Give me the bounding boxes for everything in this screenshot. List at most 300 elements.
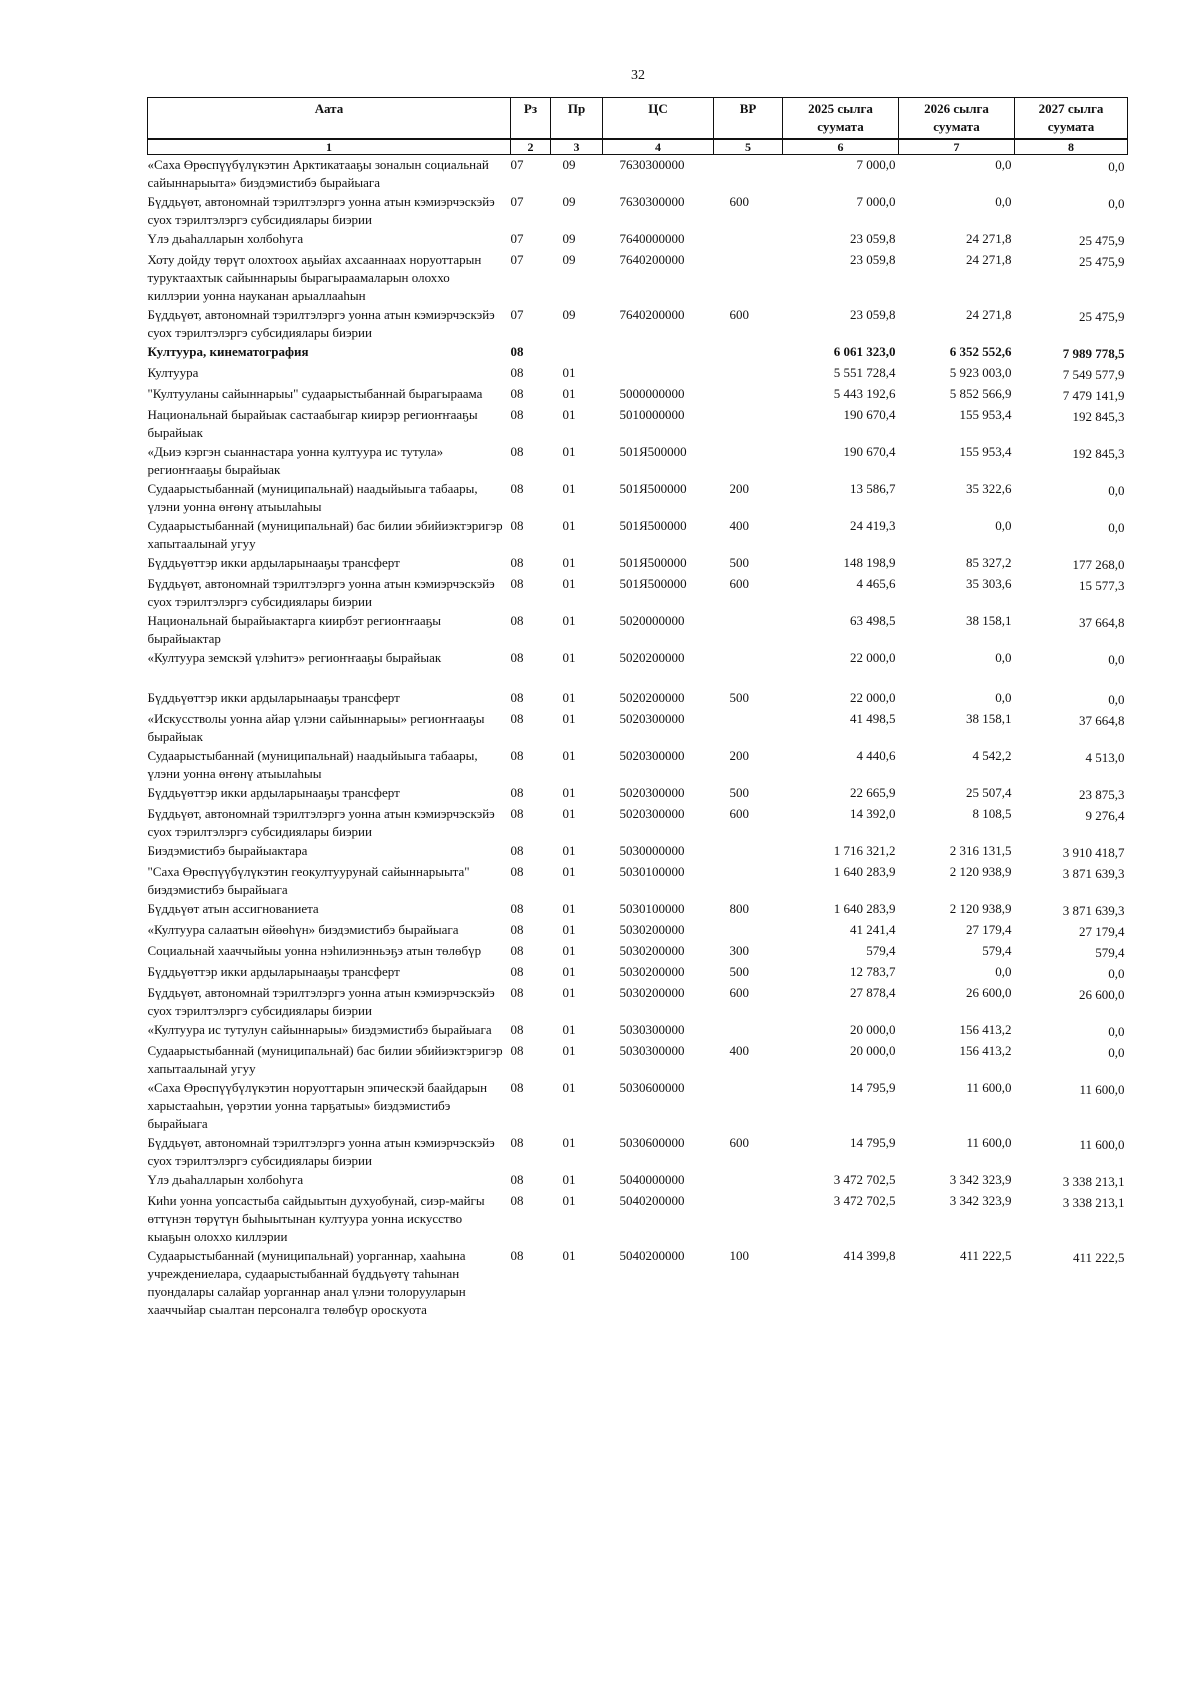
row-amount-2027: 11 600,0 xyxy=(1079,1137,1125,1152)
row-vr: 400 xyxy=(729,518,749,533)
table-row xyxy=(148,305,1128,342)
row-name: Киһи уонна уопсастыба сайдыытын духуобунай, сиэр-майгы өттүнэн төрүтүн быһыытынан култуура уонна искусство кыаҕын олоххо киллэрии xyxy=(147,1193,485,1244)
row-pr: 01 xyxy=(562,386,576,401)
column-header-2027: 2027 сылга суумата xyxy=(1015,98,1128,140)
row-amount-2026: 155 953,4 xyxy=(959,444,1012,459)
row-rz: 08 xyxy=(510,344,524,359)
table-row xyxy=(148,1133,1128,1170)
row-pr: 01 xyxy=(562,985,576,1000)
row-cs: 7630300000 xyxy=(619,157,685,172)
row-name: Үлэ дьаһалларын холбоһуга xyxy=(147,231,304,246)
row-amount-2025: 14 392,0 xyxy=(850,806,896,821)
row-amount-2026: 5 852 566,9 xyxy=(949,386,1012,401)
row-cs: 5040200000 xyxy=(619,1248,685,1263)
table-row xyxy=(148,648,1128,688)
column-number-row xyxy=(148,139,1128,155)
row-cs: 5040200000 xyxy=(619,1193,685,1208)
row-amount-2025: 22 000,0 xyxy=(850,690,896,705)
row-rz: 07 xyxy=(510,231,524,246)
row-amount-2025: 414 399,8 xyxy=(843,1248,896,1263)
row-amount-2025: 20 000,0 xyxy=(850,1022,896,1037)
row-amount-2026: 2 120 938,9 xyxy=(949,864,1012,879)
row-amount-2026: 3 342 323,9 xyxy=(949,1172,1012,1187)
row-vr: 600 xyxy=(729,576,749,591)
row-pr: 01 xyxy=(562,964,576,979)
table-row xyxy=(148,363,1128,384)
page-number: 32 xyxy=(631,68,645,83)
row-amount-2027: 0,0 xyxy=(1108,520,1125,535)
table-row xyxy=(148,709,1128,746)
row-cs: 7630300000 xyxy=(619,194,685,209)
row-amount-2025: 23 059,8 xyxy=(850,252,896,267)
row-vr: 300 xyxy=(729,943,749,958)
row-pr: 01 xyxy=(562,481,576,496)
row-cs: 5030200000 xyxy=(619,964,685,979)
row-name: Национальнай бырайыактарга киирбэт региоҥҥааҕы бырайыактар xyxy=(147,613,442,646)
row-cs: 5020200000 xyxy=(619,650,685,665)
row-pr: 01 xyxy=(562,785,576,800)
row-pr: 01 xyxy=(562,444,576,459)
row-rz: 08 xyxy=(510,1080,524,1095)
row-rz: 08 xyxy=(510,1172,524,1187)
row-vr: 600 xyxy=(729,985,749,1000)
budget-table xyxy=(147,97,1128,1319)
row-vr xyxy=(714,862,783,899)
row-pr: 01 xyxy=(562,613,576,628)
row-amount-2025: 1 640 283,9 xyxy=(833,901,896,916)
row-amount-2026: 4 542,2 xyxy=(972,748,1012,763)
table-row xyxy=(148,783,1128,804)
row-pr: 09 xyxy=(562,194,576,209)
table-row xyxy=(148,442,1128,479)
table-row xyxy=(148,516,1128,553)
row-vr: 500 xyxy=(729,690,749,705)
table-row xyxy=(148,1170,1128,1191)
row-amount-2027: 26 600,0 xyxy=(1079,987,1125,1002)
row-pr: 01 xyxy=(562,690,576,705)
row-name: "Култууланы сайыннарыы" судаарыстыбаннай бырагыраама xyxy=(147,386,483,401)
row-cs: 5030600000 xyxy=(619,1080,685,1095)
row-amount-2026: 5 923 003,0 xyxy=(949,365,1012,380)
row-name: Бүддьүөт, автономнай тэрилтэлэргэ уонна атын кэмиэрчэскэйэ суох тэрилтэлэргэ субсидиялары биэрии xyxy=(147,806,495,839)
row-amount-2027: 0,0 xyxy=(1108,196,1125,211)
column-header-cs: ЦС xyxy=(603,98,714,140)
row-vr xyxy=(714,611,783,648)
row-amount-2027: 37 664,8 xyxy=(1079,713,1125,728)
row-name: Социальнай хааччыйыы уонна нэһилиэнньэҕэ атын төлөбүр xyxy=(147,943,482,958)
row-amount-2026: 24 271,8 xyxy=(966,252,1012,267)
row-amount-2026: 85 327,2 xyxy=(966,555,1012,570)
table-row xyxy=(148,553,1128,574)
row-amount-2026: 8 108,5 xyxy=(972,806,1012,821)
row-amount-2025: 27 878,4 xyxy=(850,985,896,1000)
row-pr: 01 xyxy=(562,943,576,958)
row-cs: 5030100000 xyxy=(619,901,685,916)
column-number: 3 xyxy=(551,139,603,155)
row-pr: 01 xyxy=(562,864,576,879)
row-amount-2026: 0,0 xyxy=(995,157,1012,172)
table-row xyxy=(148,1191,1128,1246)
row-amount-2027: 0,0 xyxy=(1108,1045,1125,1060)
table-row xyxy=(148,155,1128,193)
row-name: «Култуура земскэй үлэһитэ» региоҥҥааҕы бырайыак xyxy=(147,650,442,665)
row-amount-2026: 38 158,1 xyxy=(966,711,1012,726)
table-row xyxy=(148,1020,1128,1041)
row-amount-2027: 177 268,0 xyxy=(1072,557,1125,572)
row-rz: 08 xyxy=(510,407,524,422)
row-rz: 08 xyxy=(510,481,524,496)
row-cs: 5030100000 xyxy=(619,864,685,879)
row-name: Бүддьүөт атын ассигнованиета xyxy=(147,901,319,916)
row-cs xyxy=(603,363,714,384)
table-row xyxy=(148,192,1128,229)
column-number: 6 xyxy=(783,139,899,155)
row-cs: 7640000000 xyxy=(619,231,685,246)
row-rz: 08 xyxy=(510,901,524,916)
row-rz: 08 xyxy=(510,1135,524,1150)
column-number: 7 xyxy=(899,139,1015,155)
row-name: «Саха Өрөспүүбүлүкэтин Арктикатааҕы зоналын социальнай сайыннарыыта» биэдэмистибэ бырайыага xyxy=(147,157,489,190)
row-pr: 01 xyxy=(562,1248,576,1263)
table-row xyxy=(148,841,1128,862)
row-amount-2027: 0,0 xyxy=(1108,652,1125,667)
row-amount-2027: 25 475,9 xyxy=(1079,233,1125,248)
row-name: Бүддьүөттэр икки ардыларынааҕы трансферт xyxy=(147,690,400,705)
row-amount-2027: 0,0 xyxy=(1108,1024,1125,1039)
row-pr: 01 xyxy=(562,1135,576,1150)
row-amount-2026: 6 352 552,6 xyxy=(949,344,1012,359)
row-vr xyxy=(714,1078,783,1133)
column-header-2025: 2025 сылга суумата xyxy=(783,98,899,140)
row-pr: 01 xyxy=(562,806,576,821)
table-row xyxy=(148,1041,1128,1078)
row-amount-2026: 0,0 xyxy=(995,518,1012,533)
column-number: 5 xyxy=(714,139,783,155)
row-cs: 5020300000 xyxy=(619,806,685,821)
column-number: 1 xyxy=(148,139,511,155)
row-cs: 5030300000 xyxy=(619,1022,685,1037)
row-pr: 01 xyxy=(562,555,576,570)
column-number: 2 xyxy=(511,139,551,155)
row-cs: 7640200000 xyxy=(619,307,685,322)
row-amount-2025: 1 640 283,9 xyxy=(833,864,896,879)
row-cs: 5020300000 xyxy=(619,748,685,763)
row-vr: 200 xyxy=(729,481,749,496)
row-vr: 200 xyxy=(729,748,749,763)
column-number: 4 xyxy=(603,139,714,155)
column-header-rz: Рз xyxy=(511,98,551,140)
row-pr: 01 xyxy=(562,1172,576,1187)
row-cs: 5000000000 xyxy=(619,386,685,401)
row-amount-2027: 192 845,3 xyxy=(1072,409,1125,424)
row-amount-2027: 3 871 639,3 xyxy=(1062,903,1125,918)
row-name: Култуура xyxy=(147,365,199,380)
row-amount-2025: 23 059,8 xyxy=(850,231,896,246)
row-vr xyxy=(714,442,783,479)
row-cs: 5030600000 xyxy=(619,1135,685,1150)
row-rz: 08 xyxy=(510,518,524,533)
row-rz: 08 xyxy=(510,806,524,821)
row-amount-2026: 26 600,0 xyxy=(966,985,1012,1000)
row-vr xyxy=(714,229,783,250)
row-rz: 08 xyxy=(510,690,524,705)
row-name: Судаарыстыбаннай (муниципальнай) бас билии эбийиэктэригэр хапытаалынай угуу xyxy=(147,1043,503,1076)
row-vr: 600 xyxy=(729,307,749,322)
row-amount-2025: 3 472 702,5 xyxy=(833,1172,896,1187)
row-amount-2027: 579,4 xyxy=(1095,945,1125,960)
row-pr: 01 xyxy=(562,711,576,726)
row-vr xyxy=(714,155,783,193)
row-rz: 08 xyxy=(510,386,524,401)
row-rz: 08 xyxy=(510,964,524,979)
row-amount-2027: 0,0 xyxy=(1108,966,1125,981)
row-pr: 01 xyxy=(562,843,576,858)
row-amount-2025: 7 000,0 xyxy=(856,194,896,209)
row-rz: 07 xyxy=(510,252,524,267)
row-amount-2027: 7 989 778,5 xyxy=(1062,346,1125,361)
row-amount-2025: 5 443 192,6 xyxy=(833,386,896,401)
row-rz: 08 xyxy=(510,444,524,459)
row-amount-2025: 190 670,4 xyxy=(843,407,896,422)
row-vr xyxy=(714,841,783,862)
row-rz: 07 xyxy=(510,157,524,172)
header-row xyxy=(148,98,1128,140)
row-rz: 08 xyxy=(510,555,524,570)
row-amount-2025: 23 059,8 xyxy=(850,307,896,322)
column-header-pr: Пр xyxy=(551,98,603,140)
row-pr: 09 xyxy=(562,157,576,172)
row-name: «Саха Өрөспүүбүлүкэтин норуоттарын эпическэй баайдарын харыстааһын, үөрэтии уонна тарҕатыы» биэдэмистибэ бырайыага xyxy=(147,1080,488,1131)
row-amount-2025: 24 419,3 xyxy=(850,518,896,533)
row-amount-2025: 6 061 323,0 xyxy=(833,344,896,359)
row-vr: 500 xyxy=(729,785,749,800)
row-amount-2027: 0,0 xyxy=(1108,159,1125,174)
row-vr: 600 xyxy=(729,194,749,209)
table-row xyxy=(148,899,1128,920)
row-amount-2026: 156 413,2 xyxy=(959,1043,1012,1058)
row-amount-2025: 41 498,5 xyxy=(850,711,896,726)
row-name: Бүддьүөт, автономнай тэрилтэлэргэ уонна атын кэмиэрчэскэйэ суох тэрилтэлэргэ субсидиялары биэрии xyxy=(147,194,495,227)
row-rz: 08 xyxy=(510,711,524,726)
row-name: Бүддьүөттэр икки ардыларынааҕы трансферт xyxy=(147,555,400,570)
row-amount-2025: 22 665,9 xyxy=(850,785,896,800)
row-amount-2026: 155 953,4 xyxy=(959,407,1012,422)
row-name: Бүддьүөт, автономнай тэрилтэлэргэ уонна атын кэмиэрчэскэйэ суох тэрилтэлэргэ субсидиялары биэрии xyxy=(147,307,495,340)
column-number: 8 xyxy=(1015,139,1128,155)
row-cs: 5020300000 xyxy=(619,785,685,800)
row-rz: 08 xyxy=(510,985,524,1000)
row-amount-2027: 7 549 577,9 xyxy=(1062,367,1125,382)
row-pr: 01 xyxy=(562,1043,576,1058)
table-row xyxy=(148,250,1128,305)
row-name: Национальнай бырайыак састаабыгар киирэр региоҥҥааҕы бырайыак xyxy=(147,407,478,440)
row-amount-2026: 0,0 xyxy=(995,964,1012,979)
row-amount-2025: 7 000,0 xyxy=(856,157,896,172)
row-amount-2026: 11 600,0 xyxy=(966,1135,1012,1150)
table-row xyxy=(148,574,1128,611)
row-amount-2027: 7 479 141,9 xyxy=(1062,388,1125,403)
row-rz: 08 xyxy=(510,1043,524,1058)
row-cs: 5040000000 xyxy=(619,1172,685,1187)
row-vr: 500 xyxy=(729,964,749,979)
row-amount-2027: 0,0 xyxy=(1108,692,1125,707)
row-pr: 01 xyxy=(562,1022,576,1037)
table-row xyxy=(148,962,1128,983)
row-amount-2027: 411 222,5 xyxy=(1072,1250,1125,1265)
row-cs xyxy=(603,342,714,363)
row-name: Култуура, кинематография xyxy=(147,344,309,359)
row-amount-2026: 35 303,6 xyxy=(966,576,1012,591)
row-pr: 01 xyxy=(562,407,576,422)
table-row xyxy=(148,229,1128,250)
row-rz: 08 xyxy=(510,864,524,879)
row-pr: 01 xyxy=(562,901,576,916)
row-name: Судаарыстыбаннай (муниципальнай) бас билии эбийиэктэригэр хапытаалынай угуу xyxy=(147,518,503,551)
row-amount-2027: 37 664,8 xyxy=(1079,615,1125,630)
row-pr: 01 xyxy=(562,365,576,380)
row-amount-2027: 3 871 639,3 xyxy=(1062,866,1125,881)
table-row xyxy=(148,804,1128,841)
row-cs: 501Я500000 xyxy=(619,555,687,570)
row-amount-2026: 0,0 xyxy=(995,690,1012,705)
row-amount-2027: 192 845,3 xyxy=(1072,446,1125,461)
row-name: Бүддьүөттэр икки ардыларынааҕы трансферт xyxy=(147,964,400,979)
row-rz: 08 xyxy=(510,1248,524,1263)
row-cs: 7640200000 xyxy=(619,252,685,267)
row-vr xyxy=(714,920,783,941)
row-name: «Култуура ис тутулун сайыннарыы» биэдэмистибэ бырайыага xyxy=(147,1022,492,1037)
row-amount-2026: 24 271,8 xyxy=(966,307,1012,322)
row-pr: 01 xyxy=(562,576,576,591)
row-name: Бүддьүөт, автономнай тэрилтэлэргэ уонна атын кэмиэрчэскэйэ суох тэрилтэлэргэ субсидиялары биэрии xyxy=(147,576,495,609)
row-amount-2025: 13 586,7 xyxy=(850,481,896,496)
row-rz: 08 xyxy=(510,785,524,800)
row-amount-2026: 25 507,4 xyxy=(966,785,1012,800)
row-amount-2027: 15 577,3 xyxy=(1079,578,1125,593)
row-amount-2025: 4 440,6 xyxy=(856,748,896,763)
row-amount-2025: 14 795,9 xyxy=(850,1080,896,1095)
row-rz: 08 xyxy=(510,365,524,380)
row-amount-2025: 3 472 702,5 xyxy=(833,1193,896,1208)
column-header-vr: ВР xyxy=(714,98,783,140)
row-vr xyxy=(714,405,783,442)
column-header-name: Аата xyxy=(148,98,511,140)
row-amount-2027: 25 475,9 xyxy=(1079,254,1125,269)
row-amount-2025: 5 551 728,4 xyxy=(833,365,896,380)
row-vr: 500 xyxy=(729,555,749,570)
row-cs: 5020300000 xyxy=(619,711,685,726)
row-vr: 400 xyxy=(729,1043,749,1058)
row-name: Бүддьүөттэр икки ардыларынааҕы трансферт xyxy=(147,785,400,800)
row-amount-2027: 11 600,0 xyxy=(1079,1082,1125,1097)
row-amount-2025: 1 716 321,2 xyxy=(833,843,896,858)
row-pr: 01 xyxy=(562,922,576,937)
row-rz: 08 xyxy=(510,650,524,665)
row-rz: 07 xyxy=(510,307,524,322)
row-amount-2027: 25 475,9 xyxy=(1079,309,1125,324)
row-pr: 01 xyxy=(562,518,576,533)
row-vr xyxy=(714,363,783,384)
table-row xyxy=(148,862,1128,899)
row-rz: 08 xyxy=(510,922,524,937)
row-pr: 01 xyxy=(562,1193,576,1208)
row-amount-2027: 27 179,4 xyxy=(1079,924,1125,939)
row-vr xyxy=(714,1020,783,1041)
row-name: Судаарыстыбаннай (муниципальнай) наадыйыыга табаары, үлэни уонна өҥөнү атыылаһыы xyxy=(147,481,478,514)
table-row xyxy=(148,384,1128,405)
row-vr xyxy=(714,1170,783,1191)
table-row xyxy=(148,1078,1128,1133)
table-body xyxy=(148,155,1128,1320)
row-cs: 5010000000 xyxy=(619,407,685,422)
row-pr: 09 xyxy=(562,231,576,246)
row-vr: 600 xyxy=(729,1135,749,1150)
row-vr xyxy=(714,1191,783,1246)
row-pr: 09 xyxy=(562,307,576,322)
row-amount-2026: 3 342 323,9 xyxy=(949,1193,1012,1208)
row-vr: 800 xyxy=(729,901,749,916)
row-vr xyxy=(714,342,783,363)
row-vr: 600 xyxy=(729,806,749,821)
table-row xyxy=(148,405,1128,442)
row-amount-2027: 9 276,4 xyxy=(1085,808,1125,823)
row-cs: 501Я500000 xyxy=(619,444,687,459)
row-cs: 5030200000 xyxy=(619,985,685,1000)
row-name: "Саха Өрөспүүбүлүкэтин геокултуурунай сайыннарыыта" биэдэмистибэ бырайыага xyxy=(147,864,470,897)
row-pr: 01 xyxy=(562,748,576,763)
table-row xyxy=(148,611,1128,648)
row-amount-2026: 0,0 xyxy=(995,650,1012,665)
table-row xyxy=(148,941,1128,962)
row-rz: 08 xyxy=(510,613,524,628)
row-amount-2025: 20 000,0 xyxy=(850,1043,896,1058)
table-row xyxy=(148,920,1128,941)
row-name: Хоту дойду төрүт олохтоох аҕыйах ахсааннаах норуоттарын туруктаахтык сайыннарыы бырагыраамаларын олоххо киллэрии уонна науканан арыаллааһын xyxy=(147,252,482,303)
row-amount-2027: 0,0 xyxy=(1108,483,1125,498)
row-amount-2026: 579,4 xyxy=(982,943,1012,958)
row-pr: 01 xyxy=(562,650,576,665)
row-cs: 5030200000 xyxy=(619,922,685,937)
row-vr xyxy=(714,709,783,746)
row-name: Судаарыстыбаннай (муниципальнай) уорганнар, хааһына учреждениелара, судаарыстыбаннай бүддьүөтү таһынан пуондалары салайар уорганнар анал үлэни толорууларын хааччыйар сыалтан персоналга төлөбүр ороскуота xyxy=(147,1248,466,1317)
row-amount-2026: 156 413,2 xyxy=(959,1022,1012,1037)
row-amount-2026: 27 179,4 xyxy=(966,922,1012,937)
row-cs: 5030300000 xyxy=(619,1043,685,1058)
row-amount-2025: 41 241,4 xyxy=(850,922,896,937)
row-amount-2025: 4 465,6 xyxy=(856,576,896,591)
row-amount-2026: 11 600,0 xyxy=(966,1080,1012,1095)
row-name: «Дьиэ кэргэн сыаннастара уонна култуура ис тутула» региоҥҥааҕы бырайыак xyxy=(147,444,444,477)
row-vr: 100 xyxy=(729,1248,749,1263)
row-cs: 501Я500000 xyxy=(619,576,687,591)
row-amount-2025: 63 498,5 xyxy=(850,613,896,628)
row-amount-2026: 35 322,6 xyxy=(966,481,1012,496)
row-cs: 5030000000 xyxy=(619,843,685,858)
row-amount-2025: 12 783,7 xyxy=(850,964,896,979)
row-cs: 501Я500000 xyxy=(619,481,687,496)
row-name: Биэдэмистибэ бырайыактара xyxy=(147,843,308,858)
row-rz: 07 xyxy=(510,194,524,209)
row-amount-2026: 24 271,8 xyxy=(966,231,1012,246)
table-row xyxy=(148,342,1128,363)
row-pr: 09 xyxy=(562,252,576,267)
row-cs: 5020000000 xyxy=(619,613,685,628)
row-amount-2027: 3 910 418,7 xyxy=(1062,845,1125,860)
row-name: Бүддьүөт, автономнай тэрилтэлэргэ уонна атын кэмиэрчэскэйэ суох тэрилтэлэргэ субсидиялары биэрии xyxy=(147,1135,495,1168)
row-name: Судаарыстыбаннай (муниципальнай) наадыйыыга табаары, үлэни уонна өҥөнү атыылаһыы xyxy=(147,748,478,781)
row-rz: 08 xyxy=(510,843,524,858)
row-pr xyxy=(551,342,603,363)
